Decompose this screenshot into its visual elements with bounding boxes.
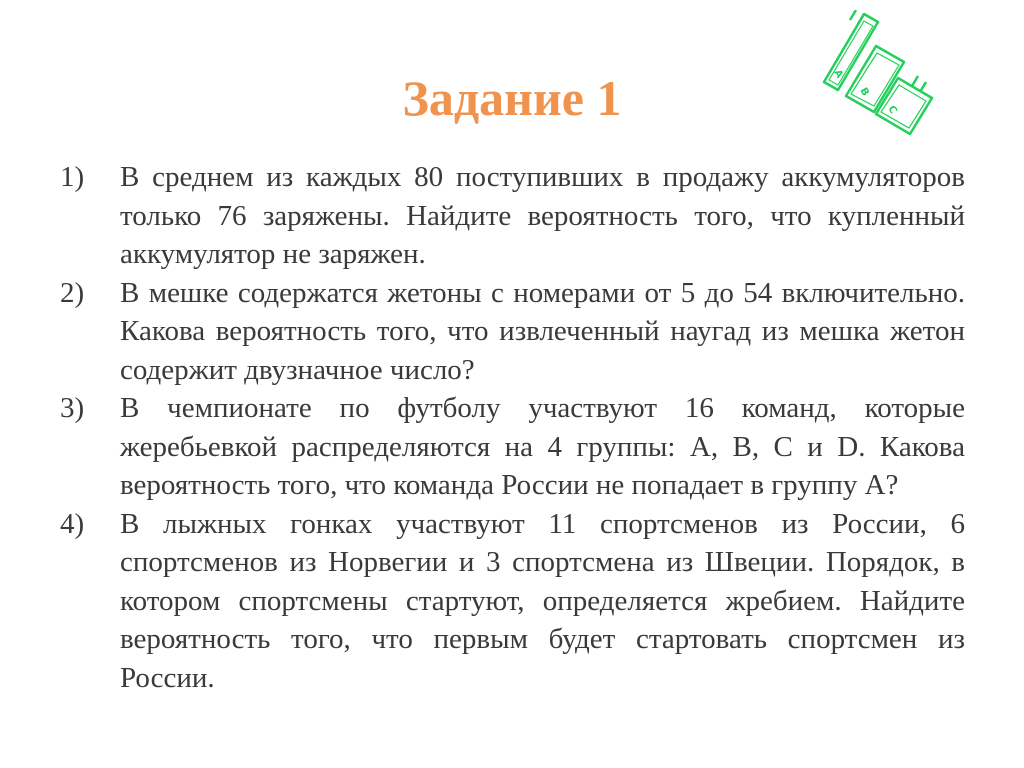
task-item-2 <box>60 274 965 390</box>
logo-letter-a: A <box>831 68 845 81</box>
task-number: 3) <box>60 392 85 424</box>
task-text: В лыжных гонках участвуют 11 спортсменов из России, 6 спортсменов из Норвегии и 3 спортсмена из Швеции. Порядок, в котором спортсмены стартуют, определяется жребием. Найдите вероятность того, что первым будет стартовать спортсмен из России. <box>120 507 965 694</box>
logo-letter-c: C <box>885 104 899 116</box>
task-number: 4) <box>60 507 85 540</box>
task-number: 2) <box>60 276 85 309</box>
task-item-3 <box>60 389 965 505</box>
task-text: В среднем из каждых 80 поступивших в продажу аккумуляторов только 76 заряжены. Найдите вероятность того, что купленный аккумулятор не заряжен. <box>120 161 965 270</box>
slide-title: Задание 1 <box>402 70 622 126</box>
task-text: В чемпионате по футболу участвуют 16 команд, которые жеребьевкой распределяются на 4 группы: A, B, C и D. Какова вероятность того, что команда России не попадает в группу A? <box>120 392 965 501</box>
task-text: В мешке содержатся жетоны с номерами от 5 до 54 включительно. Какова вероятность того, что извлеченный наугад из мешка жетон содержит двузначное число? <box>120 276 965 386</box>
abc-blocks-logo-icon <box>820 10 940 135</box>
task-item-1 <box>60 158 965 274</box>
logo-letter-b: B <box>857 86 871 99</box>
task-list <box>60 158 965 697</box>
task-item-4 <box>60 505 965 698</box>
task-number: 1) <box>60 161 85 193</box>
